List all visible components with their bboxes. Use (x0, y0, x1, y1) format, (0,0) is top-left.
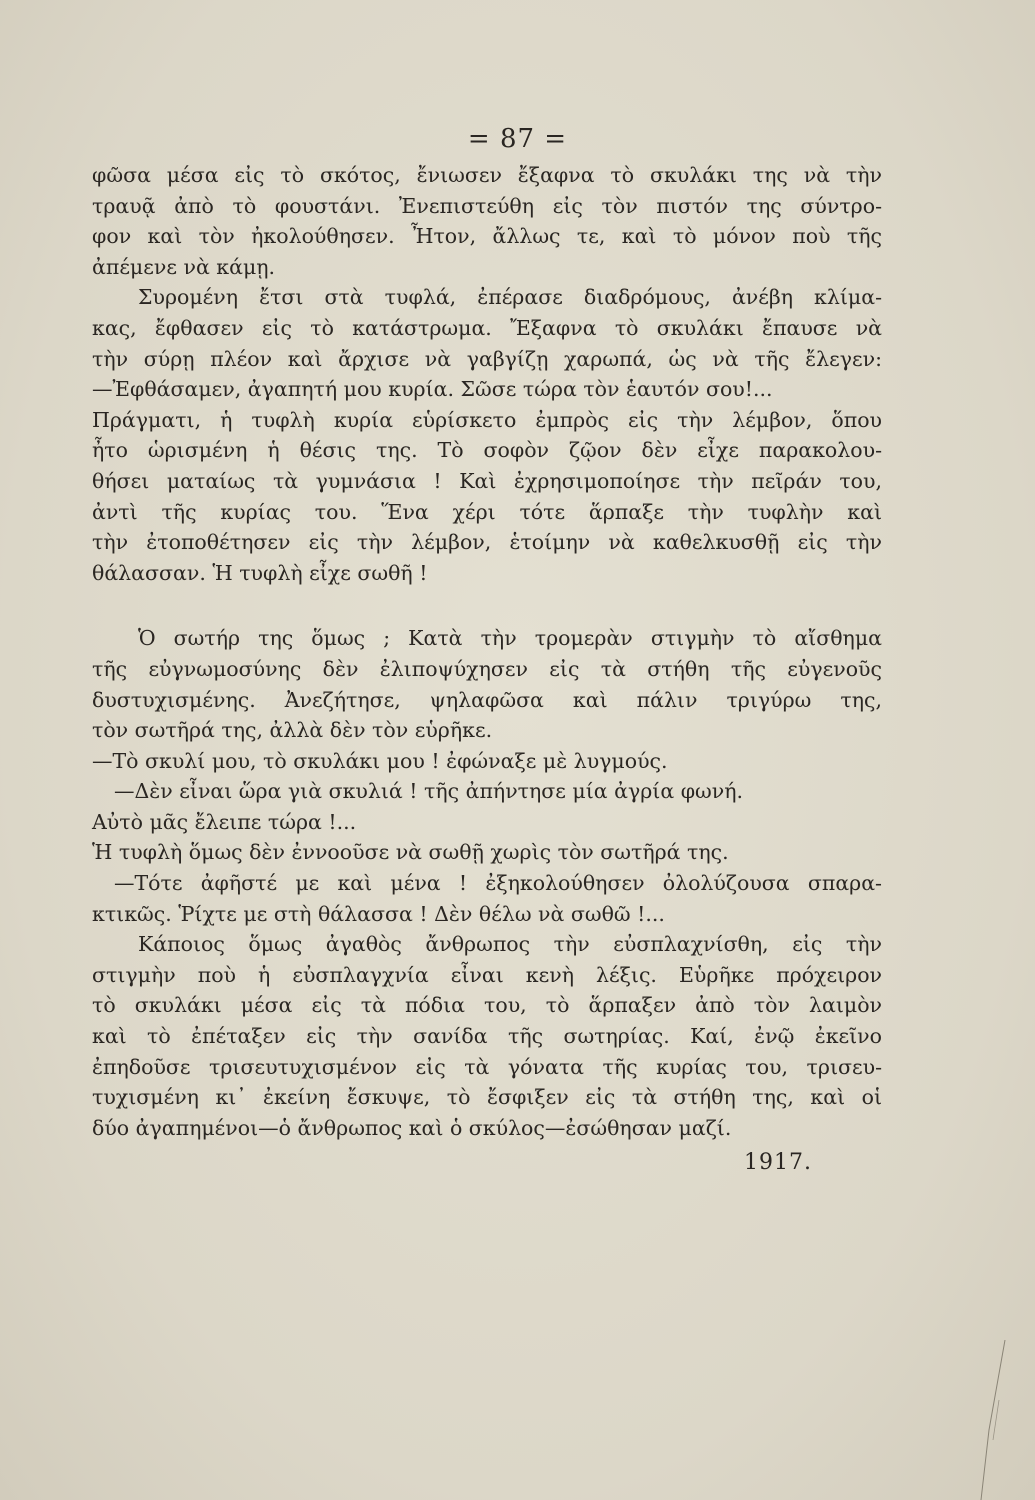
text-line: κτικῶς. Ῥίχτε με στὴ θάλασσα ! Δὲν θέλω νὰ σωθῶ !... (92, 901, 665, 926)
text-line: Ὁ σωτήρ της ὅμως ; Κατὰ τὴν τρομερὰν στιγμὴν τὸ αἴσθημα (138, 626, 882, 651)
text-line: ἀντὶ τῆς κυρίας του. Ἕνα χέρι τότε ἅρπαξε τὴν τυφλὴν καὶ (92, 499, 882, 524)
text-line: κας, ἔφθασεν εἰς τὸ κατάστρωμα. Ἔξαφνα τὸ σκυλάκι ἔπαυσε νὰ (92, 315, 882, 340)
text-line: ἀπέμενε νὰ κάμῃ. (92, 254, 276, 279)
text-line: θάλασσαν. Ἡ τυφλὴ εἶχε σωθῆ ! (92, 560, 428, 585)
text-line: τραυᾷ ἀπὸ τὸ φουστάνι. Ἐνεπιστεύθη εἰς τὸν πιστόν της σύντρο- (92, 193, 882, 218)
text-line: Συρομένη ἔτσι στὰ τυφλά, ἐπέρασε διαδρόμους, ἀνέβη κλίμα- (138, 285, 882, 310)
text-line: φον καὶ τὸν ἠκολούθησεν. Ἦτον, ἄλλως τε, καὶ τὸ μόνον ποὺ τῆς (92, 224, 882, 249)
text-line: τὴν ἐτοποθέτησεν εἰς τὴν λέμβον, ἑτοίμην νὰ καθελκυσθῇ εἰς τὴν (92, 530, 882, 555)
text-line: Κάποιος ὅμως ἀγαθὸς ἄνθρωπος τὴν εὐσπλαχνίσθη, εἰς τὴν (138, 932, 882, 957)
text-line: στιγμὴν ποὺ ἡ εὐσπλαγχνία εἶναι κενὴ λέξις. Εὑρῆκε πρόχειρον (92, 962, 882, 987)
text-line: φῶσα μέσα εἰς τὸ σκότος, ἔνιωσεν ἔξαφνα τὸ σκυλάκι της νὰ τὴν (92, 163, 882, 187)
date-signature: 1917. (744, 1150, 812, 1175)
text-line: τυχισμένη κι᾿ ἐκείνη ἔσκυψε, τὸ ἔσφιξεν εἰς τὰ στήθη της, καὶ οἱ (92, 1085, 882, 1110)
page-text-body (92, 160, 882, 1143)
text-line: τὸ σκυλάκι μέσα εἰς τὰ πόδια του, τὸ ἅρπαξεν ἀπὸ τὸν λαιμὸν (92, 993, 882, 1018)
text-line: τῆς εὐγνωμοσύνης δὲν ἐλιποψύχησεν εἰς τὰ στήθη τῆς εὐγενοῦς (92, 656, 882, 681)
paragraph-gap (92, 588, 882, 623)
text-line: Πράγματι, ἡ τυφλὴ κυρία εὑρίσκετο ἐμπρὸς εἰς τὴν λέμβον, ὅπου (92, 407, 882, 432)
text-line: —Τότε ἀφῆστέ με καὶ μένα ! ἐξηκολούθησεν ὀλολύζουσα σπαρα- (114, 871, 882, 896)
text-line: δύο ἀγαπημένοι—ὁ ἄνθρωπος καὶ ὁ σκύλος—ἐσώθησαν μαζί. (92, 1115, 732, 1140)
text-line: —Δὲν εἶναι ὥρα γιὰ σκυλιά ! τῆς ἀπήντησε μία ἀγρία φωνή. (114, 779, 744, 804)
text-line: —Τὸ σκυλί μου, τὸ σκυλάκι μου ! ἐφώναξε μὲ λυγμούς. (92, 748, 668, 773)
text-line: δυστυχισμένης. Ἀνεζήτησε, ψηλαφῶσα καὶ πάλιν τριγύρω της, (92, 687, 882, 712)
text-line: καὶ τὸ ἐπέταξεν εἰς τὴν σανίδα τῆς σωτηρίας. Καί, ἐνῷ ἐκεῖνο (92, 1024, 882, 1049)
text-line: Αὐτὸ μᾶς ἔλειπε τώρα !... (92, 809, 357, 834)
text-line: —Ἐφθάσαμεν, ἀγαπητή μου κυρία. Σῶσε τώρα τὸν ἑαυτόν σου!... (92, 377, 773, 402)
text-line: ἐπηδοῦσε τρισευτυχισμένον εἰς τὰ γόνατα τῆς κυρίας του, τρισευ- (92, 1054, 882, 1079)
text-line: ἦτο ὡρισμένη ἡ θέσις της. Τὸ σοφὸν ζῷον δὲν εἶχε παρακολου- (92, 438, 882, 463)
text-line: τὴν σύρῃ πλέον καὶ ἄρχισε νὰ γαβγίζῃ χαρωπά, ὡς νὰ τῆς ἔλεγεν: (92, 346, 882, 371)
margin-pencil-mark (977, 1340, 1007, 1500)
text-line: τὸν σωτῆρά της, ἀλλὰ δὲν τὸν εὑρῆκε. (92, 718, 493, 743)
text-line: Ἡ τυφλὴ ὅμως δὲν ἐννοοῦσε νὰ σωθῇ χωρὶς τὸν σωτῆρά της. (92, 840, 729, 865)
text-line: θήσει ματαίως τὰ γυμνάσια ! Καὶ ἐχρησιμοποίησε τὴν πεῖράν του, (92, 468, 882, 493)
page-number: = 87 = (467, 124, 568, 154)
